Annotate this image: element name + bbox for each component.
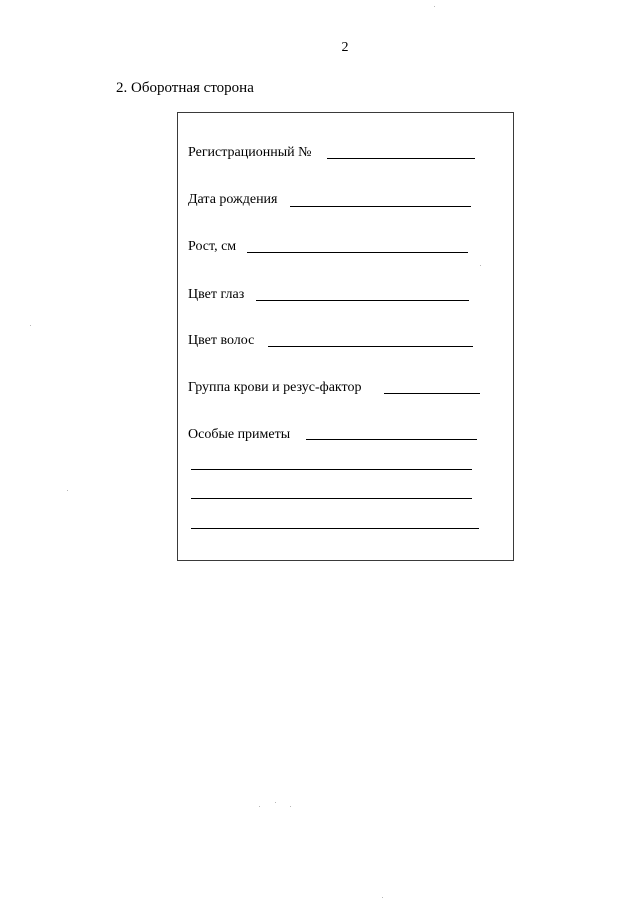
birth-date-label: Дата рождения: [188, 192, 278, 207]
special-marks-extra-line-1: [191, 469, 472, 470]
scan-speck: [67, 490, 68, 491]
hair-color-label: Цвет волос: [188, 333, 255, 348]
height-line: [247, 252, 468, 253]
scan-speck: [275, 802, 276, 803]
eye-color-line: [256, 300, 469, 301]
blood-type-label: Группа крови и резус-фактор: [188, 380, 362, 395]
height-label: Рост, см: [188, 239, 237, 254]
section-heading: 2. Оборотная сторона: [116, 80, 254, 96]
scan-speck: [434, 6, 435, 7]
scan-speck: [480, 265, 481, 266]
blood-type-line: [384, 393, 480, 394]
special-marks-label: Особые приметы: [188, 427, 291, 442]
registration-number-label: Регистрационный №: [188, 145, 312, 160]
registration-number-line: [327, 158, 475, 159]
scan-speck: [259, 806, 260, 807]
birth-date-line: [290, 206, 471, 207]
page-number: 2: [341, 40, 349, 55]
special-marks-extra-line-3: [191, 528, 479, 529]
special-marks-line: [306, 439, 477, 440]
scan-speck: [30, 325, 31, 326]
special-marks-extra-line-2: [191, 498, 472, 499]
eye-color-label: Цвет глаз: [188, 287, 245, 302]
scan-speck: [382, 897, 383, 898]
scan-speck: [290, 806, 291, 807]
hair-color-line: [268, 346, 473, 347]
reverse-side-form-card: [177, 112, 514, 561]
